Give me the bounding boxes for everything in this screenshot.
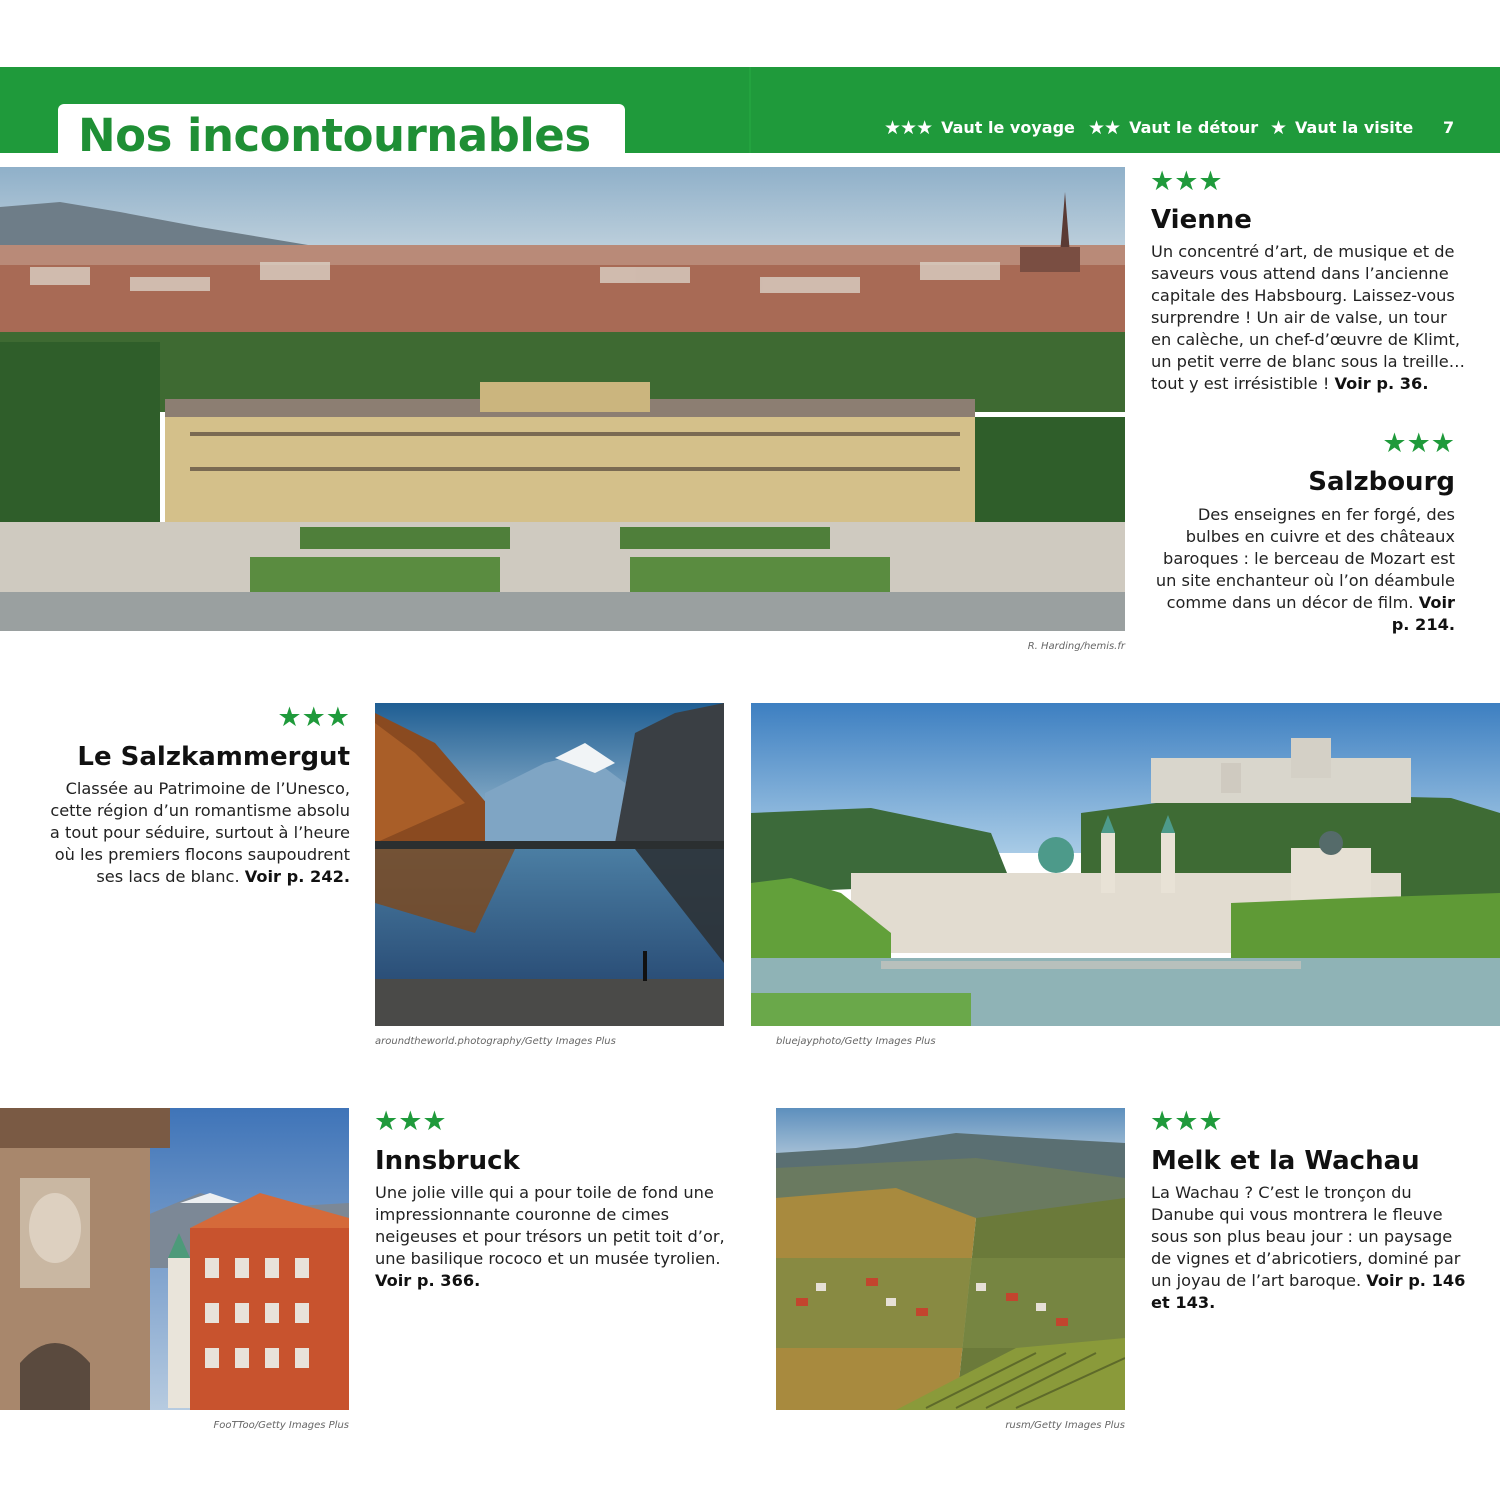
salzkammergut-photo-credit: aroundtheworld.photography/Getty Images Plus bbox=[375, 1036, 616, 1047]
innsbruck-heading: Innsbruck bbox=[375, 1146, 520, 1176]
vienne-photo-credit: R. Harding/hemis.fr bbox=[1027, 641, 1125, 652]
melk-wachau-photo-credit: rusm/Getty Images Plus bbox=[1005, 1420, 1125, 1431]
salzkammergut-heading: Le Salzkammergut bbox=[77, 742, 350, 772]
legend-label: Vaut le voyage bbox=[941, 118, 1075, 137]
vienne-heading: Vienne bbox=[1151, 205, 1252, 235]
page-number: 7 bbox=[1443, 118, 1455, 137]
vienne-page-ref: Voir p. 36. bbox=[1334, 374, 1429, 393]
innsbruck-page-ref: Voir p. 366. bbox=[375, 1271, 481, 1290]
salzbourg-page-ref: Voir p. 214. bbox=[1391, 593, 1455, 634]
innsbruck-star-rating-icon: ★★★ bbox=[374, 1106, 447, 1137]
innsbruck-photo bbox=[0, 1108, 349, 1410]
spread-gutter bbox=[749, 67, 751, 153]
page-title: Nos incontournables bbox=[78, 109, 591, 162]
salzbourg-description: Des enseignes en fer forgé, des bulbes en cuivre et des châteaux baroques : le berceau de Mozart est un site enchanteur où l’on déambule comme dans un décor de film. Voir p. 214. bbox=[1155, 505, 1455, 634]
star-rating-icon: ★★★ bbox=[884, 117, 933, 139]
salzkammergut-star-rating-icon: ★★★ bbox=[277, 702, 350, 733]
legend-item-voyage bbox=[884, 116, 1075, 140]
vienne-star-rating-icon: ★★★ bbox=[1150, 166, 1223, 197]
innsbruck-description: Une jolie ville qui a pour toile de fond une impressionnante couronne de cimes neigeuses et pour trésors un petit toit d’or, une basilique rococo et un musée tyrolien. Voir p. 366. bbox=[375, 1183, 725, 1290]
melk-page-ref: Voir p. 146 et 143. bbox=[1151, 1271, 1466, 1312]
salzkammergut-page-ref: Voir p. 242. bbox=[244, 867, 350, 886]
star-rating-icon: ★★ bbox=[1088, 117, 1121, 139]
legend-label: Vaut le détour bbox=[1129, 118, 1259, 137]
salzbourg-photo-credit: bluejayphoto/Getty Images Plus bbox=[776, 1036, 936, 1047]
legend-label: Vaut la visite bbox=[1295, 118, 1414, 137]
salzbourg-photo bbox=[751, 703, 1500, 1026]
vienne-description: Un concentré d’art, de musique et de saveurs vous attend dans l’ancienne capitale des Habsbourg. Laissez-vous surprendre ! Un air de valse, un tour en calèche, un chef-d’œuvre de Klimt, un petit verre de blanc sous la treille… tout y est irrésistible ! Voir p. 36. bbox=[1151, 242, 1465, 393]
innsbruck-photo-credit: FooTToo/Getty Images Plus bbox=[213, 1420, 349, 1431]
star-rating-icon: ★ bbox=[1270, 117, 1287, 139]
vienne-photo bbox=[0, 167, 1125, 631]
salzbourg-star-rating-icon: ★★★ bbox=[1382, 428, 1455, 459]
melk-star-rating-icon: ★★★ bbox=[1150, 1106, 1223, 1137]
salzkammergut-description: Classée au Patrimoine de l’Unesco, cette région d’un romantisme absolu a tout pour séduire, surtout à l’heure où les premiers flocons saupoudrent ses lacs de blanc. Voir p. 242. bbox=[49, 779, 350, 886]
salzbourg-heading: Salzbourg bbox=[1308, 467, 1455, 497]
melk-wachau-photo bbox=[776, 1108, 1125, 1410]
legend-item-visite bbox=[1270, 116, 1413, 140]
salzkammergut-photo bbox=[375, 703, 724, 1026]
legend-item-detour bbox=[1088, 116, 1258, 140]
melk-heading: Melk et la Wachau bbox=[1151, 1146, 1420, 1176]
melk-description: La Wachau ? C’est le tronçon du Danube qui vous montrera le fleuve sous son plus beau jour : un paysage de vignes et d’abricotiers, dominé par un joyau de l’art baroque. Voir p. 146 et 143. bbox=[1151, 1183, 1466, 1312]
